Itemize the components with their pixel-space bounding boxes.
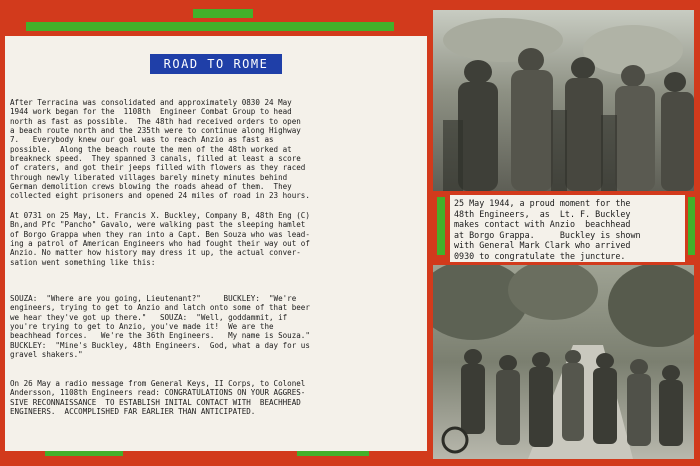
- paragraph-2: At 0731 on 25 May, Lt. Francis X. Buckley, Company B, 48th Eng (C) Bn,and Pfc "Pancho" Gavalo, were walking past the sleeping hamlet of Borgo Grappa when they ran into a Capt. Ben Souza who was lead- ing a patrol of American Engineers who had fought their way out of Anzio. No matter how history may dress it up, the actual conver- sation went something like this:: [10, 211, 310, 267]
- page-title: ROAD TO ROME: [150, 54, 282, 74]
- photo-caption: 25 May 1944, a proud moment for the 48th Engineers, as Lt. F. Buckley makes contact with Anzio beachhead at Borgo Grappa. Buckley is shown with General Mark Clark who arrived 0930 to congratulate the juncture.: [450, 195, 685, 262]
- decorative-bar-top-left: [193, 9, 253, 18]
- photo-soldiers-meeting: [433, 10, 694, 191]
- paragraph-3: SOUZA: "Where are you going, Lieutenant?" BUCKLEY: "We're engineers, trying to get to Anzio and latch onto some of that beer we hear they've got up there." SOUZA: "Well, goddammit, if you're trying to get to Anzio, you've made it! We are the beachhead forces. We're the 36th Engineers. My name is Souza." BUCKLEY: "Mine's Buckley, 48th Engineers. God, what a day for us gravel shakers.": [10, 294, 310, 360]
- article-panel: [5, 36, 427, 451]
- paragraph-4: On 26 May a radio message from General Keys, II Corps, to Colonel Andersson, 1108th Engineers read: CONGRATULATIONS ON YOUR AGGRES- SIVE RECONNAISSANCE TO ESTABLISH INITAL CONTACT WITH BEACHHEAD ENGINEERS. ACCOMPLISHED FAR EARLIER THAN ANTICIPATED.: [10, 379, 306, 417]
- decorative-bar-caption-left: [437, 197, 445, 255]
- paragraph-1: After Terracina was consolidated and approximately 0830 24 May 1944 work began for the 1108th Engineer Combat Group to head north as fast as possible. The 48th had received orders to open a beach route north and the 235th were to continue along Highway 7. Everybody knew our goal was to reach Anzio as fast as possible. Along the beach route the men of the 48th worked at breakneck speed. They spanned 3 canals, filled at least a score of craters, and got their jeeps filled with flowers as they raced through newly liberated villages barely minety minutes behind German demolition crews blowing the roads ahead of them. They collected eight prisoners and opened 24 miles of road in 23 hours.: [10, 98, 310, 201]
- decorative-bar-caption-right: [688, 197, 695, 255]
- decorative-bar-top-long: [26, 22, 394, 31]
- photo-engineers-on-road: [433, 265, 694, 459]
